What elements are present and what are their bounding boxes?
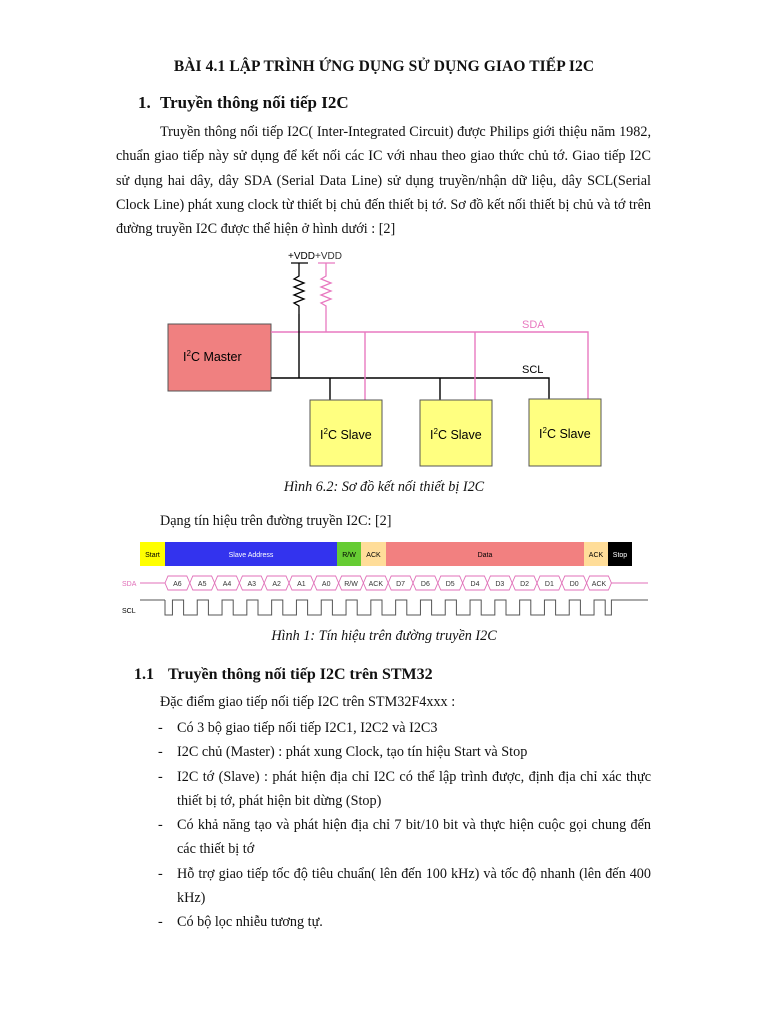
section-1-paragraph	[116, 120, 651, 241]
scl-line	[271, 378, 549, 400]
scl-clock-row	[165, 600, 648, 615]
document-title: BÀI 4.1 LẬP TRÌNH ỨNG DỤNG SỬ DỤNG GIAO TIẾP I2C	[173, 58, 595, 75]
i2c-connection-diagram	[160, 248, 610, 473]
frame-rw-label: R/W	[342, 552, 356, 559]
list-item	[134, 910, 651, 934]
sda-bit-label: D5	[445, 581, 455, 588]
scl-row-label: SCL	[122, 608, 136, 615]
frame-data-label: Data	[477, 552, 493, 559]
vdd-label-2: +VDD	[315, 251, 342, 262]
slave-label-3: $I^2C$ Slave	[539, 426, 591, 441]
sda-bit-label: A6	[173, 581, 182, 588]
section-1-heading	[138, 93, 349, 113]
sda-bit-label: D2	[520, 581, 530, 588]
pullup-resistor-sda	[321, 263, 331, 332]
list-dash: -	[158, 817, 163, 834]
list-item-text: I2C tớ (Slave) : phát hiện địa chỉ I2C có thể lập trình được, định địa chỉ xác thực thiết bị tớ, phát hiện bit dừng (Stop)	[177, 768, 651, 809]
section-1-1-heading	[134, 666, 433, 684]
signal-intro: Dạng tín hiệu trên đường truyền I2C: [2]	[160, 513, 392, 529]
sda-bit-label: A2	[272, 581, 281, 588]
list-dash: -	[158, 914, 163, 931]
sda-bit-label: D7	[396, 581, 406, 588]
sda-bit-label: A3	[247, 581, 257, 588]
features-intro: Đặc điểm giao tiếp nối tiếp I2C trên STM32F4xxx :	[160, 694, 456, 710]
section-1-1-title: Truyền thông nối tiếp I2C trên STM32	[168, 666, 433, 683]
list-item-text: Hỗ trợ giao tiếp tốc độ tiêu chuẩn( lên đến 100 kHz) và tốc độ nhanh (lên đến 400 kHz)	[177, 865, 651, 907]
pullup-resistor-scl	[294, 263, 304, 314]
frame-ack-2-label: ACK	[588, 552, 604, 559]
feature-list	[134, 716, 651, 935]
frame-stop-label: Stop	[612, 552, 628, 559]
sda-bit-label: A4	[222, 581, 232, 588]
scl-waveform	[165, 600, 648, 615]
sda-bit-label: ACK	[591, 581, 607, 588]
sda-bit-label: R/W	[344, 581, 358, 588]
list-item-text: Có 3 bộ giao tiếp nối tiếp I2C1, I2C2 và I2C3	[177, 720, 438, 736]
intro-paragraph: Truyền thông nối tiếp I2C( Inter-Integrated Circuit) được Philips giới thiệu năm 1982, chuẩn giao tiếp này sử dụng để kết nối các IC với nhau theo giao thức chủ tớ. Giao tiếp I2C sử dụng hai dây, dây SDA (Serial Data Line) sử dụng truyền/nhận dữ liệu, dây SCL(Serial Clock Line) phát xung clock từ thiết bị chủ đến thiết bị tớ. Sơ đồ kết nối thiết bị chủ và tớ trên đường truyền I2C được thể hiện ở hình dưới : [2]	[116, 124, 651, 238]
list-item-text: I2C chủ (Master) : phát xung Clock, tạo tín hiệu Start và Stop	[177, 744, 528, 761]
figure-1-caption: Hình 6.2: Sơ đồ kết nối thiết bị I2C	[283, 479, 485, 495]
frame-address-label: Slave Address	[228, 552, 274, 559]
frame-start-label: Start	[145, 552, 160, 559]
section-1-number: 1.	[138, 93, 151, 112]
sda-label: SDA	[522, 319, 545, 331]
list-item	[134, 862, 651, 911]
sda-bit-label: D3	[495, 581, 505, 588]
sda-bit-label: D6	[420, 581, 430, 588]
scl-label: SCL	[522, 364, 544, 376]
list-dash: -	[158, 768, 163, 785]
master-label: $I^2C$ Master	[183, 349, 242, 364]
list-dash: -	[158, 744, 163, 761]
sda-bit-label: D0	[569, 581, 579, 588]
list-item	[134, 740, 651, 764]
sda-bit-label: D4	[470, 581, 480, 588]
sda-bit-label: ACK	[368, 581, 384, 588]
list-item-text: Có khả năng tạo và phát hiện địa chỉ 7 bit/10 bit và thực hiện cuộc gọi chung đến các thiết bị tớ	[177, 817, 651, 858]
vdd-label-1: +VDD	[288, 251, 315, 262]
list-dash: -	[158, 865, 163, 882]
list-item	[134, 813, 651, 862]
frame-ack-1-label: ACK	[366, 552, 381, 559]
sda-bit-label: A0	[321, 581, 331, 588]
list-item	[134, 716, 651, 740]
sda-row-label: SDA	[122, 581, 137, 588]
sda-bit-label: A1	[297, 581, 306, 588]
slave-label-2: $I^2C$ Slave	[430, 427, 482, 442]
figure-2-caption: Hình 1: Tín hiệu trên đường truyền I2C	[271, 628, 497, 644]
list-item-text: Có bộ lọc nhiễu tương tự.	[177, 914, 323, 931]
sda-bit-row	[140, 576, 648, 590]
sda-bit-label: D1	[544, 581, 554, 588]
i2c-signal-diagram	[118, 538, 654, 626]
section-1-1-number: 1.1	[134, 666, 154, 683]
sda-bit-label: A5	[197, 581, 207, 588]
slave-label-1: $I^2C$ Slave	[320, 427, 372, 442]
list-dash: -	[158, 720, 163, 736]
list-item	[134, 765, 651, 814]
section-1-title: Truyền thông nối tiếp I2C	[160, 93, 349, 112]
